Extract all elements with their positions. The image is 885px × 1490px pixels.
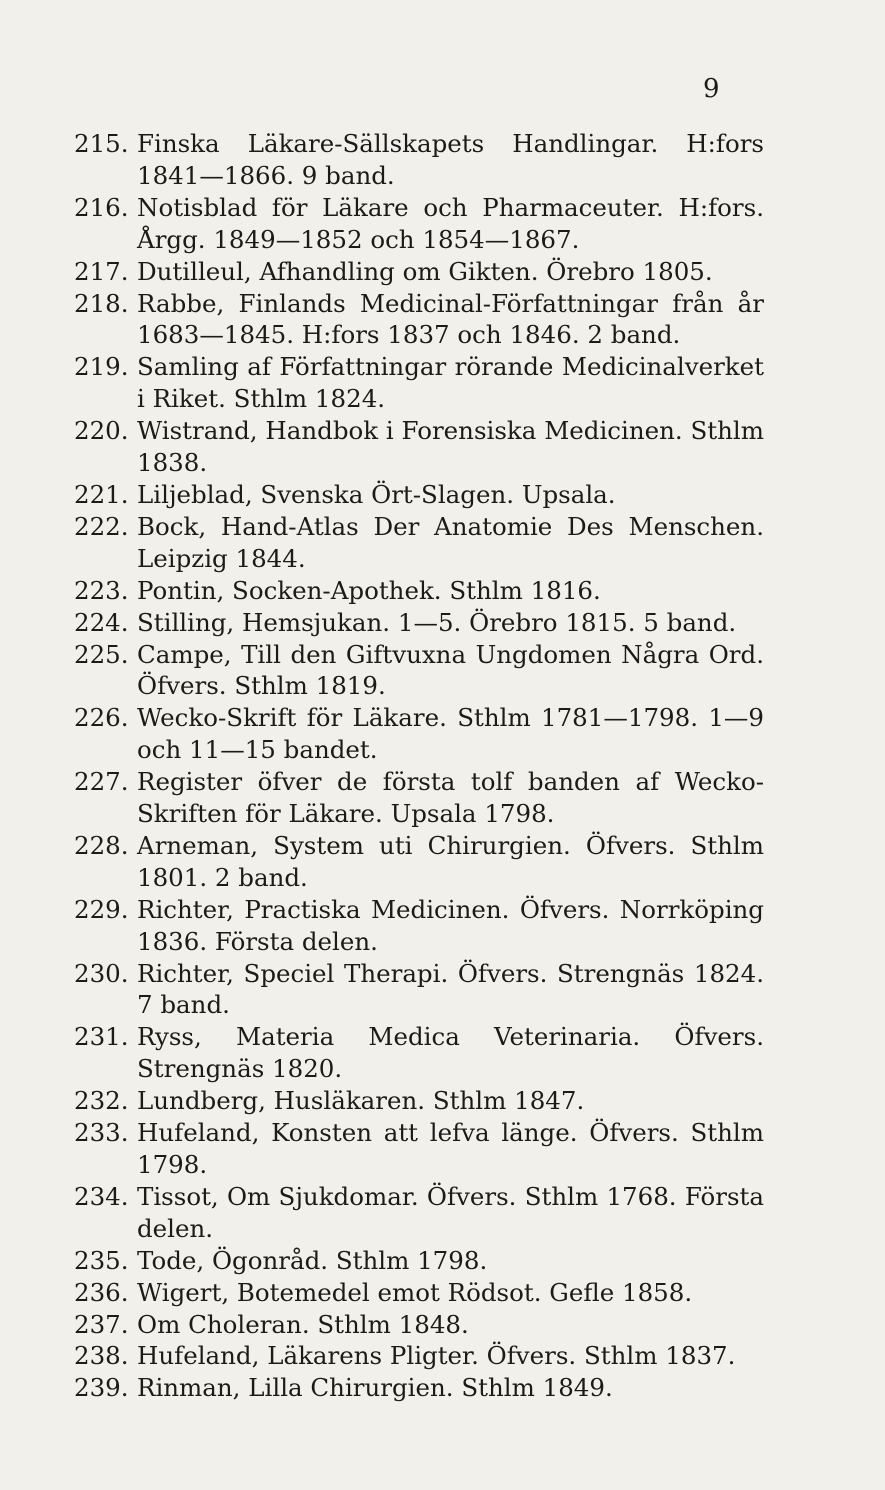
entry-text: Lundberg, Husläkaren. Sthlm 1847. — [137, 1086, 585, 1116]
entry-number: 229. — [74, 894, 129, 924]
entry-text: Hufeland, Konsten att lefva länge. Öfvers. Sthlm 1798. — [137, 1118, 764, 1179]
catalog-entry — [74, 351, 764, 415]
entry-text: Bock, Hand-Atlas Der Anatomie Des Menschen. Leipzig 1844. — [137, 511, 764, 573]
entry-number: 222. — [74, 511, 129, 541]
entry-number: 235. — [74, 1245, 129, 1275]
entry-number: 239. — [74, 1373, 129, 1403]
entry-text: Samling af Författningar rörande Medicinalverket i Riket. Sthlm 1824. — [137, 352, 764, 414]
entry-number: 218. — [74, 288, 129, 318]
entry-text: Dutilleul, Afhandling om Gikten. Örebro 1805. — [137, 256, 713, 286]
catalog-entry — [74, 128, 764, 192]
entry-number: 226. — [74, 703, 129, 733]
catalog-entry — [74, 1021, 764, 1085]
entry-text: Pontin, Socken-Apothek. Sthlm 1816. — [137, 575, 601, 605]
catalog-entry — [74, 958, 764, 1022]
catalog-entry — [74, 1277, 764, 1309]
entry-text: Arneman, System uti Chirurgien. Öfvers. Sthlm 1801. 2 band. — [137, 830, 764, 892]
catalog-entry — [74, 575, 764, 607]
catalog-entry — [74, 639, 764, 703]
entry-text: Register öfver de första tolf banden af Wecko-Skriften för Läkare. Upsala 1798. — [137, 767, 764, 829]
catalog-entry — [74, 1117, 764, 1181]
entry-text: Ryss, Materia Medica Veterinaria. Öfvers. Strengnäs 1820. — [137, 1022, 764, 1084]
entry-number: 237. — [74, 1309, 129, 1339]
page-number: 9 — [703, 74, 720, 104]
catalog-entry — [74, 702, 764, 766]
entry-text: Rinman, Lilla Chirurgien. Sthlm 1849. — [137, 1373, 613, 1403]
entry-number: 228. — [74, 830, 129, 860]
entry-text: Campe, Till den Giftvuxna Ungdomen Några Ord. Öfvers. Sthlm 1819. — [137, 639, 764, 701]
entry-number: 219. — [74, 352, 129, 382]
entry-number: 217. — [74, 256, 129, 286]
entry-number: 227. — [74, 767, 129, 797]
entry-number: 223. — [74, 575, 129, 605]
catalog-entry — [74, 479, 764, 511]
catalog-entry — [74, 1181, 764, 1245]
entry-text: Om Choleran. Sthlm 1848. — [137, 1309, 469, 1339]
catalog-entry — [74, 830, 764, 894]
catalog-entry — [74, 511, 764, 575]
entry-number: 221. — [74, 479, 129, 509]
entry-text: Wistrand, Handbok i Forensiska Medicinen. Sthlm 1838. — [137, 416, 764, 478]
entry-text: Finska Läkare-Sällskapets Handlingar. H:fors 1841—1866. 9 band. — [137, 129, 764, 190]
catalog-entry — [74, 1340, 764, 1372]
entry-number: 225. — [74, 639, 129, 669]
catalog-entry — [74, 192, 764, 256]
entry-text: Tissot, Om Sjukdomar. Öfvers. Sthlm 1768. Första delen. — [137, 1181, 764, 1243]
entry-number: 232. — [74, 1086, 129, 1116]
catalog-entry — [74, 1372, 764, 1404]
catalog-entry — [74, 415, 764, 479]
entry-number: 231. — [74, 1022, 129, 1052]
entry-number: 215. — [74, 129, 129, 158]
entry-number: 224. — [74, 607, 129, 637]
entry-text: Liljeblad, Svenska Ört-Slagen. Upsala. — [137, 479, 616, 509]
entry-number: 216. — [74, 192, 129, 222]
entry-text: Richter, Practiska Medicinen. Öfvers. Norrköping 1836. Första delen. — [137, 894, 764, 956]
entry-text: Tode, Ögonråd. Sthlm 1798. — [137, 1245, 488, 1275]
entry-number: 238. — [74, 1341, 129, 1371]
catalog-entry — [74, 288, 764, 352]
entry-text: Richter, Speciel Therapi. Öfvers. Strengnäs 1824. 7 band. — [137, 958, 764, 1020]
catalog-entry — [74, 766, 764, 830]
entry-number: 236. — [74, 1277, 129, 1307]
entry-text: Wecko-Skrift för Läkare. Sthlm 1781—1798. 1—9 och 11—15 bandet. — [137, 703, 764, 765]
catalog-entry-list — [74, 128, 764, 1404]
catalog-entry — [74, 894, 764, 958]
catalog-entry — [74, 1245, 764, 1277]
entry-number: 230. — [74, 958, 129, 988]
catalog-entry — [74, 607, 764, 639]
catalog-entry — [74, 256, 764, 288]
catalog-entry — [74, 1309, 764, 1341]
entry-text: Hufeland, Läkarens Pligter. Öfvers. Sthlm 1837. — [137, 1341, 736, 1371]
entry-text: Rabbe, Finlands Medicinal-Författningar från år 1683—1845. H:fors 1837 och 1846. 2 band. — [137, 288, 764, 350]
catalog-entry — [74, 1085, 764, 1117]
entry-text: Notisblad för Läkare och Pharmaceuter. H:fors. Årgg. 1849—1852 och 1854—1867. — [137, 192, 764, 254]
entry-number: 233. — [74, 1118, 129, 1148]
entry-text: Stilling, Hemsjukan. 1—5. Örebro 1815. 5 band. — [137, 607, 737, 637]
entry-text: Wigert, Botemedel emot Rödsot. Gefle 1858. — [137, 1277, 693, 1307]
entry-number: 234. — [74, 1181, 129, 1211]
entry-number: 220. — [74, 416, 129, 446]
